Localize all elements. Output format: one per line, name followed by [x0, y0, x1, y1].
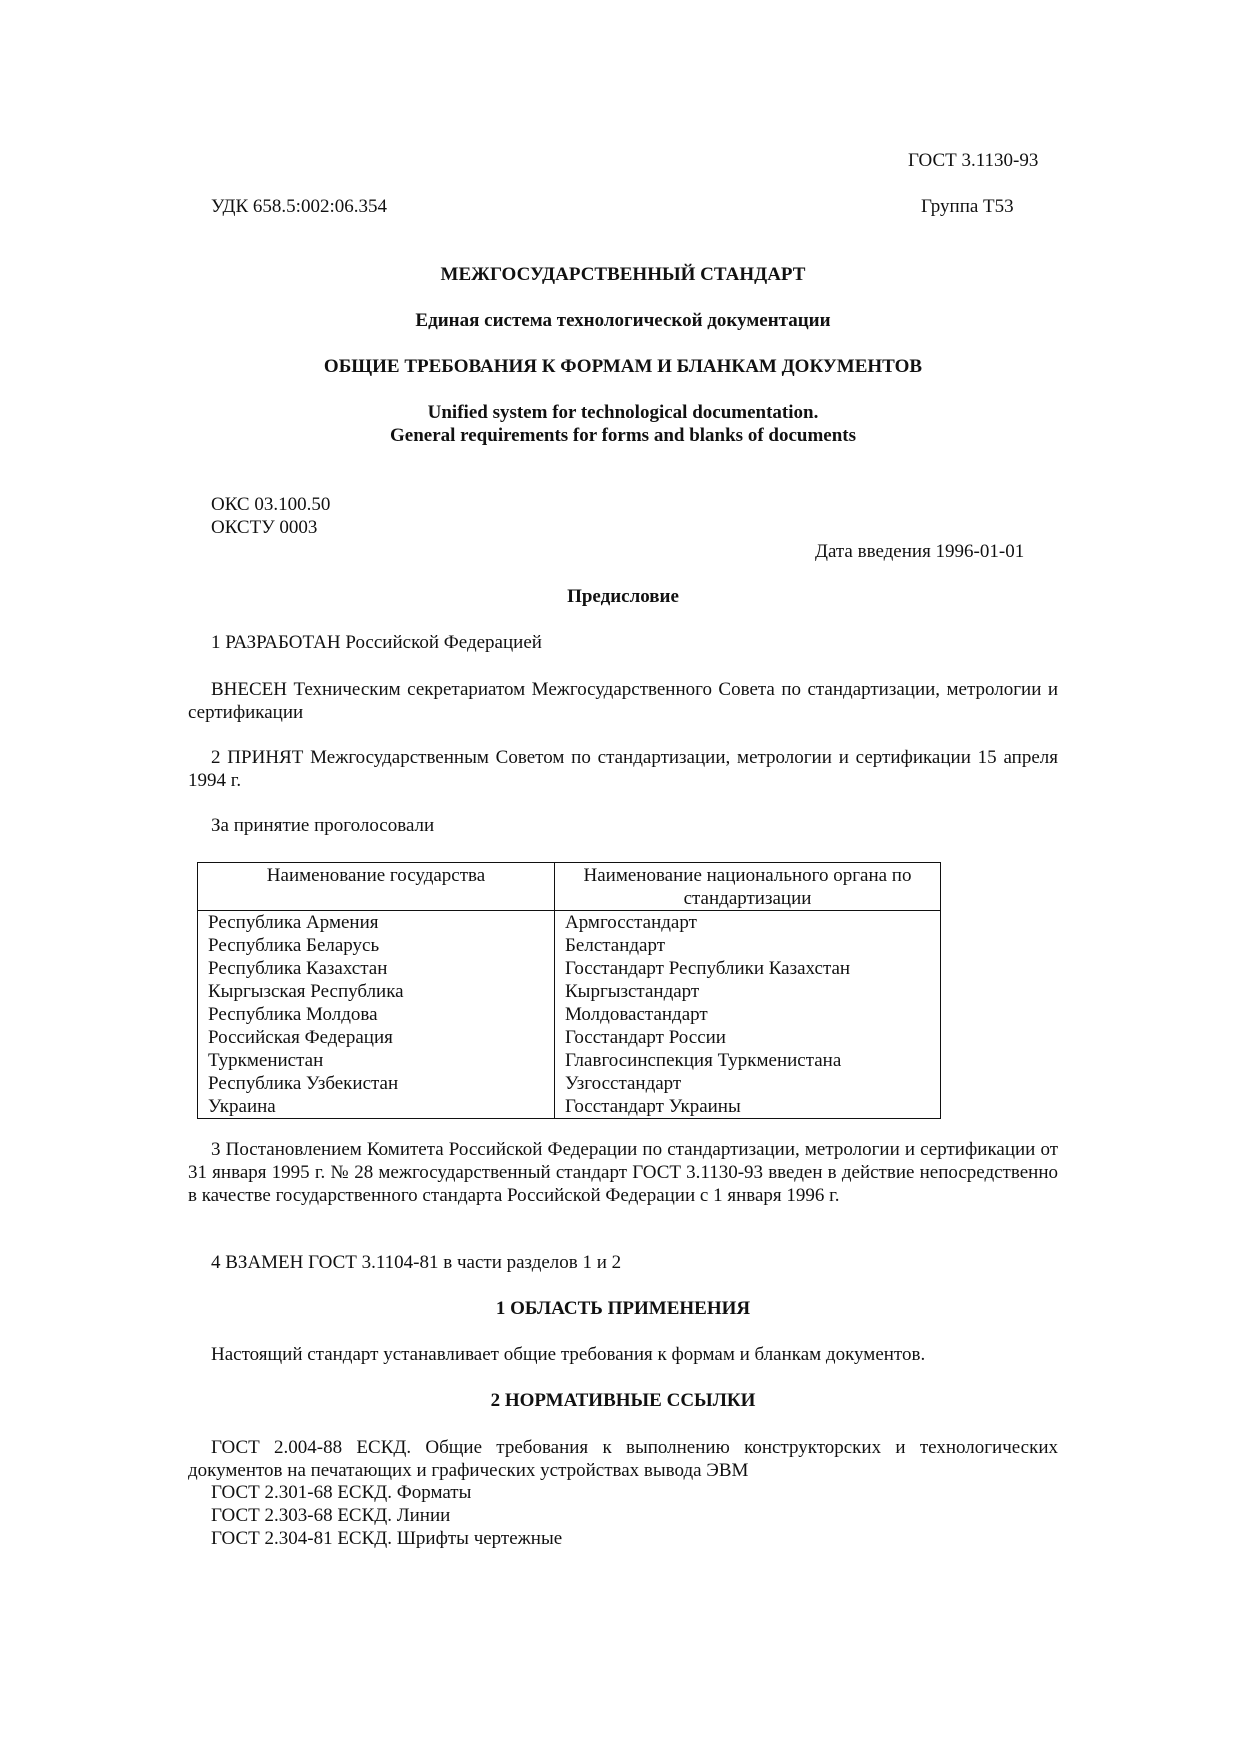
reference-2: ГОСТ 2.301-68 ЕСКД. Форматы	[211, 1482, 472, 1503]
table-cell-state: Туркменистан	[198, 1049, 555, 1072]
reference-3: ГОСТ 2.303-68 ЕСКД. Линии	[211, 1505, 451, 1526]
table-header-row	[198, 863, 941, 911]
section-1-heading: 1 ОБЛАСТЬ ПРИМЕНЕНИЯ	[495, 1298, 751, 1319]
table-cell-state: Кыргызская Республика	[198, 980, 555, 1003]
foreword-item-2: 2 ПРИНЯТ Межгосударственным Советом по стандартизации, метрологии и сертификации 15 апреля 1994 г.	[188, 747, 1058, 791]
oks-code: ОКС 03.100.50	[211, 494, 331, 515]
table-cell-body: Госстандарт России	[555, 1026, 941, 1049]
table-cell-body: Кыргызстандарт	[555, 980, 941, 1003]
table-cell-body: Узгосстандарт	[555, 1072, 941, 1095]
standard-title: ОБЩИЕ ТРЕБОВАНИЯ К ФОРМАМ И БЛАНКАМ ДОКУМЕНТОВ	[323, 356, 923, 377]
table-header-state: Наименование государства	[198, 863, 555, 911]
table-row	[198, 957, 941, 980]
table-cell-state: Республика Узбекистан	[198, 1072, 555, 1095]
table-cell-body: Белстандарт	[555, 934, 941, 957]
table-row	[198, 1049, 941, 1072]
table-cell-body: Главгосинспекция Туркменистана	[555, 1049, 941, 1072]
english-title-line2: General requirements for forms and blanks of documents	[389, 425, 857, 446]
group-code: Группа Т53	[921, 196, 1014, 217]
table-row	[198, 1095, 941, 1119]
table-header-body: Наименование национального органа по стандартизации	[555, 863, 941, 911]
table-cell-state: Украина	[198, 1095, 555, 1119]
foreword-introduced: ВНЕСЕН Техническим секретариатом Межгосударственного Совета по стандартизации, метрологии и сертификации	[188, 679, 1058, 723]
foreword-item-3: 3 Постановлением Комитета Российской Федерации по стандартизации, метрологии и сертификации от 31 января 1995 г. № 28 межгосударственный стандарт ГОСТ 3.1130-93 введен в действие непосредственно в качестве государственного стандарта Российской Федерации с 1 января 1996 г.	[188, 1139, 1058, 1206]
table-cell-body: Госстандарт Республики Казахстан	[555, 957, 941, 980]
table-row	[198, 1026, 941, 1049]
table-row	[198, 911, 941, 935]
section-1-text: Настоящий стандарт устанавливает общие требования к формам и бланкам документов.	[211, 1344, 926, 1365]
table-row	[198, 980, 941, 1003]
standard-kind: МЕЖГОСУДАРСТВЕННЫЙ СТАНДАРТ	[440, 264, 806, 285]
standard-system: Единая система технологической документации	[415, 310, 831, 331]
table-cell-state: Республика Армения	[198, 911, 555, 935]
table-row	[198, 1003, 941, 1026]
foreword-heading: Предисловие	[567, 586, 679, 607]
table-cell-state: Республика Казахстан	[198, 957, 555, 980]
table-cell-body: Молдовастандарт	[555, 1003, 941, 1026]
table-cell-body: Армгосстандарт	[555, 911, 941, 935]
table-row	[198, 934, 941, 957]
section-2-heading: 2 НОРМАТИВНЫЕ ССЫЛКИ	[490, 1390, 756, 1411]
foreword-item-1: 1 РАЗРАБОТАН Российской Федерацией	[211, 632, 542, 653]
foreword-voted: За принятие проголосовали	[211, 815, 435, 836]
reference-4: ГОСТ 2.304-81 ЕСКД. Шрифты чертежные	[211, 1528, 563, 1549]
table-row	[198, 1072, 941, 1095]
intro-date: Дата введения 1996-01-01	[815, 541, 1025, 562]
table-cell-body: Госстандарт Украины	[555, 1095, 941, 1119]
reference-1: ГОСТ 2.004-88 ЕСКД. Общие требования к выполнению конструкторских и технологических документов на печатающих и графических устройствах вывода ЭВМ	[188, 1437, 1058, 1481]
english-title-line1: Unified system for technological documentation.	[427, 402, 819, 423]
table-cell-state: Российская Федерация	[198, 1026, 555, 1049]
udk-code: УДК 658.5:002:06.354	[211, 196, 387, 217]
okstu-code: ОКСТУ 0003	[211, 517, 318, 538]
table-body	[198, 911, 941, 1119]
gost-number: ГОСТ 3.1130-93	[908, 150, 1039, 171]
foreword-item-4: 4 ВЗАМЕН ГОСТ 3.1104-81 в части разделов 1 и 2	[211, 1252, 622, 1273]
table-cell-state: Республика Беларусь	[198, 934, 555, 957]
table-cell-state: Республика Молдова	[198, 1003, 555, 1026]
voting-table	[197, 862, 941, 1119]
